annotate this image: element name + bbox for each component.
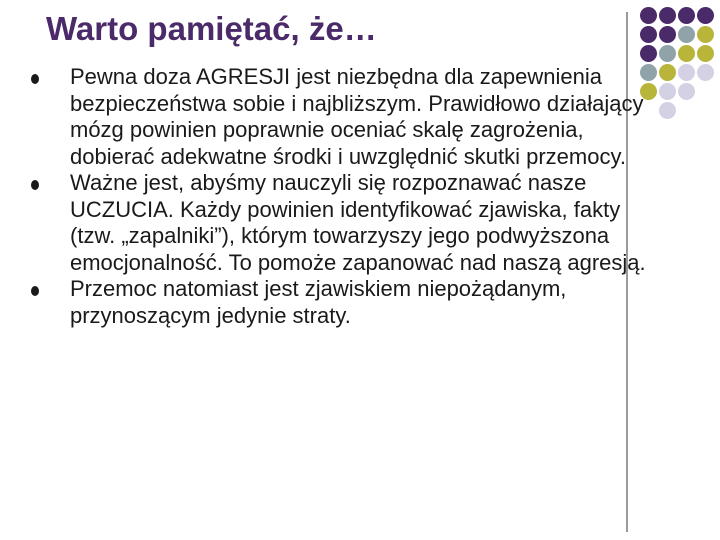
decorative-dot [678, 26, 695, 43]
bullet-item [70, 64, 670, 170]
bullet-dot-icon [31, 180, 39, 190]
bullet-text: Pewna doza AGRESJI jest niezbędna dla zapewnienia bezpieczeństwa sobie i najbliższym. Prawidłowo działający mózg powinien poprawnie oceniać skalę zagrożenia, dobierać adekwatne środki i uwzględnić skutki przemocy. [70, 64, 644, 169]
slide-title: Warto pamiętać, że… [46, 10, 377, 47]
decorative-dot [697, 7, 714, 24]
decorative-dot [678, 64, 695, 81]
decorative-dot [697, 64, 714, 81]
bullet-dot-icon [31, 74, 39, 84]
bullet-item [70, 276, 670, 329]
bullet-item [70, 170, 670, 276]
decorative-dot [659, 7, 676, 24]
decorative-dot [678, 83, 695, 100]
bullet-text: Przemoc natomiast jest zjawiskiem niepożądanym, przynoszącym jedynie straty. [70, 276, 567, 328]
decorative-dot [659, 45, 676, 62]
decorative-dot [640, 7, 657, 24]
decorative-dot [678, 45, 695, 62]
bullet-text: Ważne jest, abyśmy nauczyli się rozpoznawać nasze UCZUCIA. Każdy powinien identyfikować zjawiska, fakty (tzw. „zapalniki”), którym towarzyszy jego podwyższona emocjonalność. To pomoże zapanować nad naszą agresją. [70, 170, 646, 275]
bullet-list [70, 64, 670, 329]
decorative-dot [697, 45, 714, 62]
decorative-dot [678, 7, 695, 24]
decorative-dot [659, 26, 676, 43]
decorative-dot [697, 26, 714, 43]
bullet-dot-icon [31, 286, 39, 296]
decorative-dot [640, 45, 657, 62]
decorative-dot [640, 26, 657, 43]
